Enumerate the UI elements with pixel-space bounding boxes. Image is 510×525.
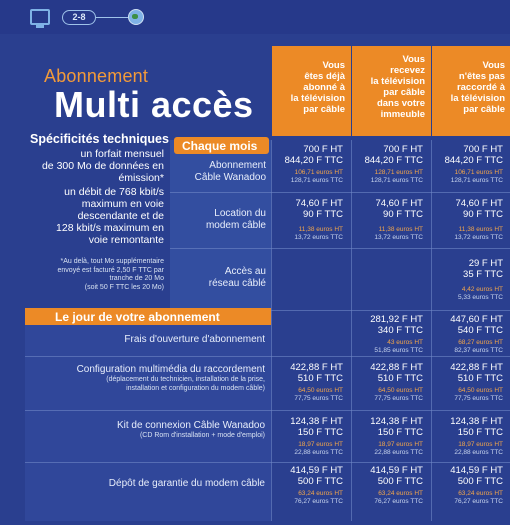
- price-euro-ht: 18,97 euros HT: [378, 441, 423, 448]
- spec-debit-line: voie remontante: [88, 234, 164, 246]
- price-euro-ht: 64,50 euros HT: [458, 387, 503, 394]
- row-divider: [25, 410, 510, 411]
- price-cell: [432, 315, 510, 354]
- price-ttc: 150 F TTC: [297, 426, 343, 438]
- column-header-line: n'êtes pas: [458, 71, 505, 82]
- title-subtitle: Abonnement: [44, 66, 149, 86]
- price-ttc: 150 F TTC: [377, 426, 423, 438]
- price-euro-ht: 63,24 euros HT: [458, 490, 503, 497]
- price-ht: 447,60 F HT: [450, 314, 503, 325]
- row-sublabel-line: (déplacement du technicien, installation de la prise,: [106, 376, 265, 383]
- price-euro-ht: 18,97 euros HT: [458, 441, 503, 448]
- section-label-monthly: Chaque mois: [174, 137, 269, 154]
- price-ht: 414,59 F HT: [290, 465, 343, 476]
- price-ht: 124,38 F HT: [290, 416, 343, 427]
- column-header-line: Vous: [322, 60, 345, 71]
- price-ht: 700 F HT: [303, 144, 343, 155]
- price-ttc: 90 F TTC: [303, 208, 343, 220]
- price-cell: [432, 199, 510, 241]
- price-euro-ht: 43 euros HT: [387, 339, 423, 346]
- column-divider: [271, 140, 272, 521]
- row-label-acces-reseau: [170, 266, 266, 290]
- column-header-line: par câble: [463, 104, 505, 115]
- spec-debit-line: un débit de 768 kbit/s: [64, 186, 164, 198]
- price-cell: [352, 417, 431, 456]
- spec-debit: [0, 186, 164, 246]
- price-euro-ht: 11,38 euros HT: [298, 226, 343, 233]
- price-euro-ht: 4,42 euros HT: [461, 286, 503, 293]
- price-ht: 414,59 F HT: [450, 465, 503, 476]
- page-badge: 2-8: [62, 10, 96, 25]
- column-header-non-raccorde: [432, 46, 510, 136]
- row-label-depot-garantie: Dépôt de garantie du modem câble: [108, 478, 265, 489]
- price-ttc: 150 F TTC: [457, 426, 503, 438]
- price-cell: [352, 466, 431, 505]
- price-euro-ht: 64,50 euros HT: [298, 387, 343, 394]
- price-ttc: 844,20 F TTC: [444, 154, 503, 166]
- footnote: [0, 258, 164, 292]
- price-euro-ht: 11,38 euros HT: [378, 226, 423, 233]
- price-cell: [432, 417, 510, 456]
- price-euro-ht: 106,71 euros HT: [454, 169, 503, 176]
- price-cell: [272, 363, 351, 402]
- price-ht: 29 F HT: [468, 258, 503, 269]
- price-ht: 414,59 F HT: [370, 465, 423, 476]
- column-header-line: Vous: [402, 54, 425, 65]
- price-euro-ttc: 76,27 euros TTC: [374, 497, 423, 505]
- row-label-line: Câble Wanadoo: [194, 172, 266, 183]
- price-euro-ttc: 13,72 euros TTC: [454, 233, 503, 241]
- spec-forfait-line: un forfait mensuel: [80, 148, 164, 160]
- price-cell: [352, 315, 431, 354]
- price-cell: [432, 466, 510, 505]
- row-label-line: Kit de connexion Câble Wanadoo: [116, 420, 265, 431]
- price-euro-ht: 106,71 euros HT: [294, 169, 343, 176]
- row-label-frais-ouverture: Frais d'ouverture d'abonnement: [124, 334, 265, 345]
- price-ht: 700 F HT: [463, 144, 503, 155]
- price-euro-ttc: 13,72 euros TTC: [294, 233, 343, 241]
- column-header-line: Vous: [482, 60, 505, 71]
- row-label-line: Accès au: [224, 266, 266, 277]
- column-header-immeuble: [352, 46, 431, 136]
- price-ht: 124,38 F HT: [370, 416, 423, 427]
- price-ht: 74,60 F HT: [295, 198, 343, 209]
- price-euro-ht: 63,24 euros HT: [378, 490, 423, 497]
- price-euro-ht: 11,38 euros HT: [458, 226, 503, 233]
- footnote-line: envoyé est facturé 2,50 F TTC par: [57, 266, 164, 274]
- column-header-line: dans votre: [376, 98, 425, 109]
- footnote-line: (soit 50 F TTC les 20 Mo): [84, 283, 164, 291]
- globe-icon: [128, 9, 144, 25]
- price-cell: [272, 145, 351, 184]
- monitor-icon: [30, 9, 50, 25]
- price-ht: 74,60 F HT: [375, 198, 423, 209]
- price-ttc: 844,20 F TTC: [284, 154, 343, 166]
- price-euro-ttc: 77,75 euros TTC: [374, 394, 423, 402]
- row-sublabel-line: installation et configuration du modem câble): [126, 384, 265, 392]
- spec-debit-line: descendante et de: [77, 210, 164, 222]
- price-euro-ttc: 22,88 euros TTC: [294, 448, 343, 456]
- price-ttc: 510 F TTC: [457, 372, 503, 384]
- column-header-line: raccordé à: [456, 82, 505, 93]
- price-ttc: 35 F TTC: [463, 268, 503, 280]
- column-header-line: par câble: [303, 104, 345, 115]
- row-divider: [271, 310, 510, 311]
- price-ht: 422,88 F HT: [370, 362, 423, 373]
- row-sublabel-line: (CD Rom d'installation + mode d'emploi): [139, 432, 265, 439]
- price-cell: [272, 199, 351, 241]
- spec-debit-line: maximum en voie: [81, 198, 164, 210]
- price-ttc: 510 F TTC: [297, 372, 343, 384]
- price-ht: 124,38 F HT: [450, 416, 503, 427]
- row-label-configuration: [25, 364, 265, 393]
- column-header-abonne: [272, 46, 351, 136]
- price-cell: [272, 466, 351, 505]
- price-euro-ttc: 128,71 euros TTC: [290, 176, 343, 184]
- row-divider: [25, 462, 510, 463]
- price-ttc: 340 F TTC: [377, 324, 423, 336]
- price-cell: [432, 363, 510, 402]
- column-header-line: la télévision: [290, 93, 345, 104]
- price-ttc: 500 F TTC: [457, 475, 503, 487]
- row-label-line: réseau câblé: [208, 278, 266, 289]
- price-ht: 700 F HT: [383, 144, 423, 155]
- price-euro-ttc: 128,71 euros TTC: [370, 176, 423, 184]
- price-euro-ttc: 76,27 euros TTC: [454, 497, 503, 505]
- price-euro-ttc: 128,71 euros TTC: [450, 176, 503, 184]
- row-label-line: Abonnement: [209, 160, 266, 171]
- footnote-line: *Au delà, tout Mo supplémentaire: [60, 258, 164, 265]
- column-header-line: recevez: [390, 65, 425, 76]
- column-header-line: la télévision: [370, 76, 425, 87]
- price-ht: 74,60 F HT: [455, 198, 503, 209]
- price-euro-ht: 64,50 euros HT: [378, 387, 423, 394]
- price-cell: [432, 145, 510, 184]
- column-header-line: la télévision: [450, 93, 505, 104]
- spec-forfait-line: émission*: [118, 172, 164, 184]
- price-ttc: 90 F TTC: [463, 208, 503, 220]
- section-label-start: Le jour de votre abonnement: [25, 308, 271, 325]
- price-euro-ht: 63,24 euros HT: [298, 490, 343, 497]
- price-ht: 422,88 F HT: [450, 362, 503, 373]
- row-label-kit-connexion: [25, 420, 265, 441]
- price-cell: [272, 417, 351, 456]
- price-euro-ttc: 77,75 euros TTC: [294, 394, 343, 402]
- price-euro-ttc: 77,75 euros TTC: [454, 394, 503, 402]
- header-divider: [96, 17, 128, 18]
- row-label-line: modem câble: [205, 220, 266, 231]
- price-euro-ht: 18,97 euros HT: [298, 441, 343, 448]
- price-euro-ttc: 51,85 euros TTC: [374, 346, 423, 354]
- spec-forfait-line: de 300 Mo de données en: [41, 160, 164, 172]
- price-euro-ht: 68,27 euros HT: [458, 339, 503, 346]
- column-header-line: êtes déjà: [304, 71, 345, 82]
- price-ht: 422,88 F HT: [290, 362, 343, 373]
- price-euro-ht: 128,71 euros HT: [374, 169, 423, 176]
- price-ttc: 500 F TTC: [297, 475, 343, 487]
- row-label-line: Configuration multimédia du raccordement: [76, 364, 265, 375]
- spec-forfait: [0, 148, 164, 184]
- price-cell: [352, 199, 431, 241]
- row-divider: [170, 248, 510, 249]
- price-ttc: 540 F TTC: [457, 324, 503, 336]
- page-title: Multi accès: [54, 84, 254, 125]
- row-divider: [170, 192, 510, 193]
- price-ttc: 844,20 F TTC: [364, 154, 423, 166]
- price-cell: [352, 363, 431, 402]
- spec-debit-line: 128 kbit/s maximum en: [56, 222, 164, 234]
- price-euro-ttc: 76,27 euros TTC: [294, 497, 343, 505]
- price-euro-ttc: 13,72 euros TTC: [374, 233, 423, 241]
- price-ttc: 510 F TTC: [377, 372, 423, 384]
- row-label-line: Location du: [214, 208, 266, 219]
- price-ht: 281,92 F HT: [370, 314, 423, 325]
- specs-heading: Spécificités techniques: [30, 132, 169, 146]
- row-label-abonnement: [170, 160, 266, 184]
- price-euro-ttc: 22,88 euros TTC: [374, 448, 423, 456]
- price-ttc: 500 F TTC: [377, 475, 423, 487]
- price-euro-ttc: 5,33 euros TTC: [457, 293, 503, 301]
- row-divider: [25, 356, 510, 357]
- price-cell: [432, 259, 510, 301]
- column-header-line: par câble: [383, 87, 425, 98]
- price-cell: [352, 145, 431, 184]
- row-label-location-modem: [170, 208, 266, 232]
- price-ttc: 90 F TTC: [383, 208, 423, 220]
- column-header-line: abonné à: [303, 82, 345, 93]
- column-header-line: immeuble: [380, 109, 425, 120]
- price-euro-ttc: 22,88 euros TTC: [454, 448, 503, 456]
- footnote-line: tranche de 20 Mo: [109, 275, 164, 282]
- price-euro-ttc: 82,37 euros TTC: [454, 346, 503, 354]
